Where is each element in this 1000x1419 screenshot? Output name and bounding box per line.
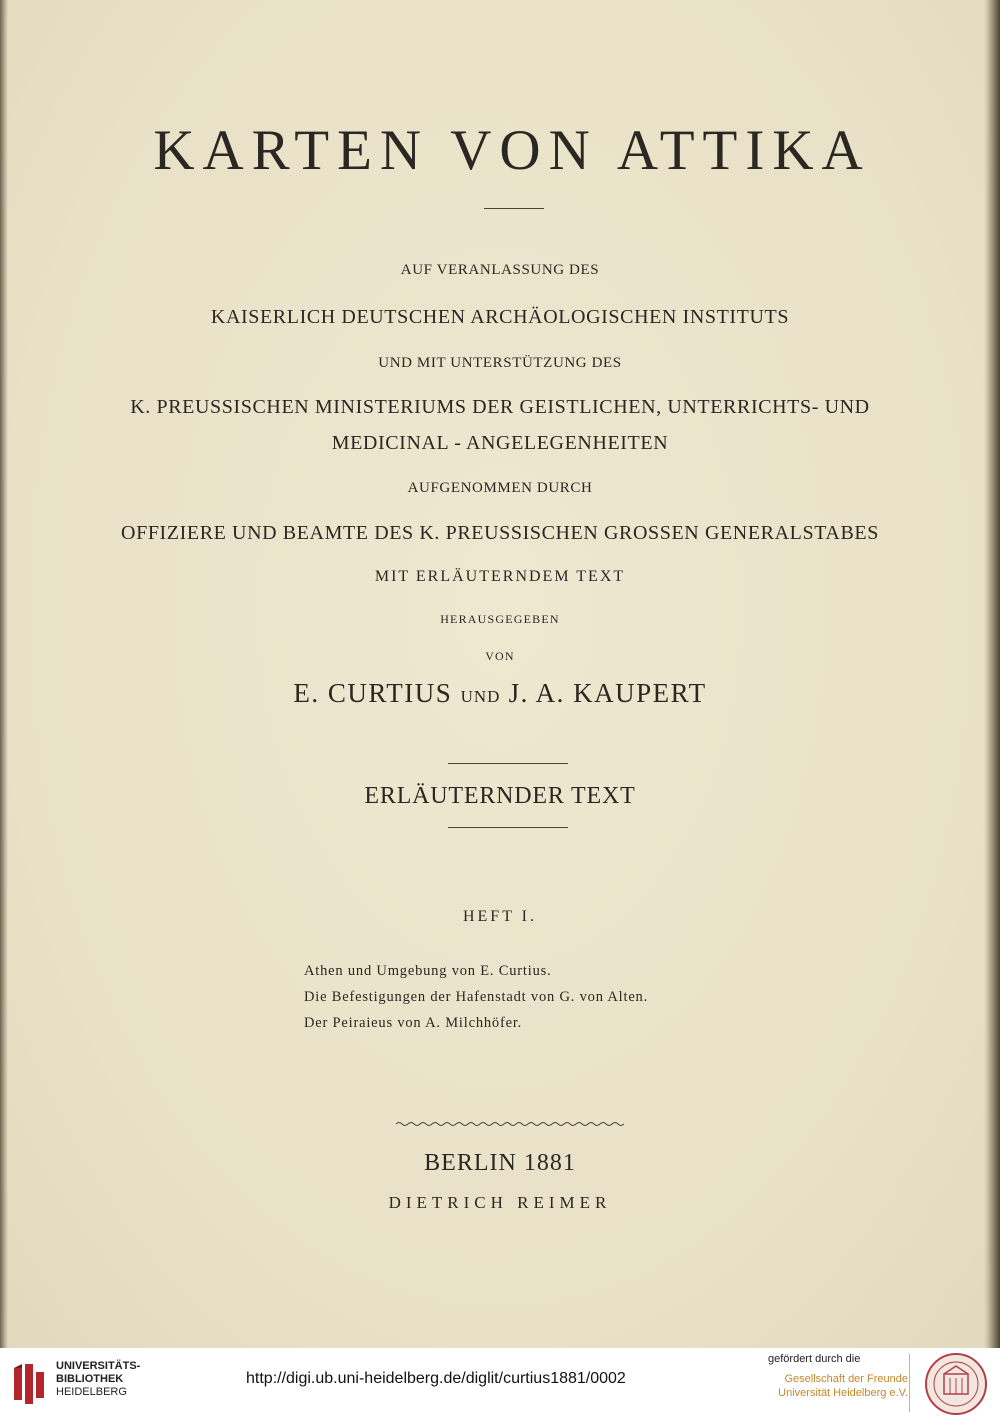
library-name-line2: BIBLIOTHEK: [56, 1373, 124, 1385]
contents-list: [304, 958, 904, 1036]
line-von: VON: [485, 649, 515, 663]
heft-heading: HEFT I.: [462, 908, 538, 925]
sponsor-label: gefördert durch die: [768, 1353, 861, 1365]
library-name-line3: HEIDELBERG: [56, 1386, 127, 1398]
footer-separator: [909, 1354, 910, 1412]
line-institut: KAISERLICH DEUTSCHEN ARCHÄOLOGISCHEN INSTITUTS: [210, 306, 790, 328]
editor-connector: UND: [460, 687, 501, 706]
ornamental-wavy-rule: [396, 1120, 624, 1128]
page-title: KARTEN VON ATTIKA: [153, 119, 871, 182]
library-name-line1: UNIVERSITÄTS-: [56, 1360, 141, 1372]
subtitle: ERLÄUTERNDER TEXT: [364, 783, 636, 809]
line-ministerium: K. PREUSSISCHEN MINISTERIUMS DER GEISTLICHEN, UNTERRICHTS- UND: [130, 396, 870, 418]
imprint-publisher: DIETRICH REIMER: [388, 1193, 612, 1212]
contents-item: Athen und Umgebung von E. Curtius.: [304, 963, 552, 979]
line-erlaeuterndem-text: MIT ERLÄUTERNDEM TEXT: [374, 568, 626, 585]
line-offiziere: OFFIZIERE UND BEAMTE DES K. PREUSSISCHEN GROSSEN GENERALSTABES: [121, 522, 879, 544]
library-name: [56, 1360, 140, 1399]
line-unterstuetzung: UND MIT UNTERSTÜTZUNG DES: [378, 355, 622, 371]
university-seal-icon: [922, 1352, 990, 1416]
divider-lower: [448, 827, 568, 828]
page-edge-right: [984, 0, 1000, 1348]
contents-item: Der Peiraieus von A. Milchhöfer.: [304, 1015, 523, 1031]
line-auf-veranlassung: AUF VERANLASSUNG DES: [400, 262, 600, 278]
line-medicinal: MEDICINAL - ANGELEGENHEITEN: [331, 432, 669, 454]
page-edge-left: [0, 0, 8, 1348]
editors: [0, 678, 1000, 709]
divider-upper: [448, 763, 568, 764]
editor-curtius: E. CURTIUS: [293, 678, 453, 708]
line-aufgenommen: AUFGENOMMEN DURCH: [407, 480, 593, 496]
line-herausgegeben: HERAUSGEGEBEN: [440, 612, 560, 626]
editor-kaupert: J. A. KAUPERT: [508, 678, 707, 708]
imprint-place-year: BERLIN 1881: [424, 1150, 576, 1176]
permalink-url[interactable]: http://digi.ub.uni-heidelberg.de/diglit/curtius1881/0002: [246, 1370, 626, 1387]
divider-short: [484, 208, 544, 209]
university-library-logo-icon: [12, 1362, 48, 1406]
contents-item: Die Befestigungen der Hafenstadt von G. von Alten.: [304, 989, 649, 1005]
sponsor-org-line1: Gesellschaft der Freunde: [784, 1373, 908, 1385]
sponsor-org: [768, 1372, 908, 1400]
sponsor-block: [768, 1352, 908, 1400]
sponsor-org-line2: Universität Heidelberg e.V.: [778, 1387, 908, 1399]
